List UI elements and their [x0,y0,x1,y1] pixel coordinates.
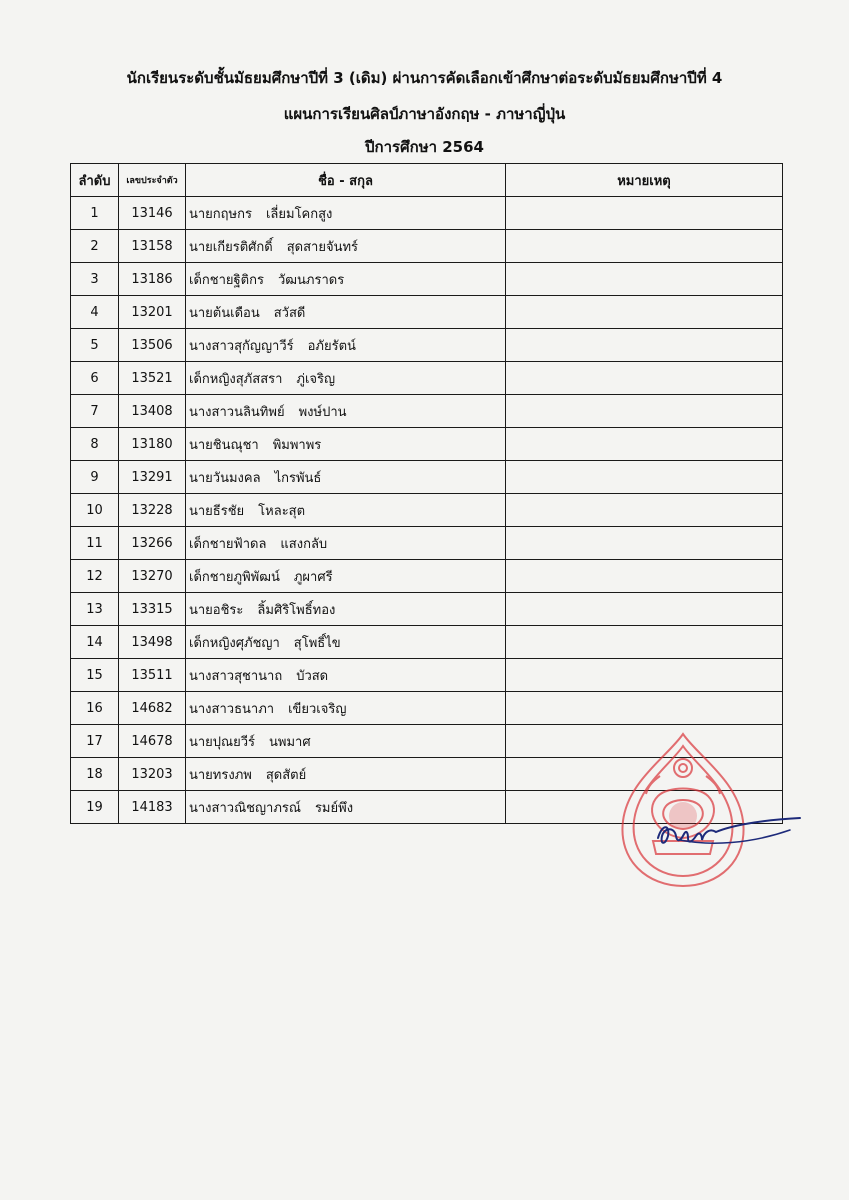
table-row [71,461,783,494]
row-note [506,395,783,428]
row-no: 1 [71,197,119,230]
first-name: เด็กชายฟ้าดล [189,536,267,552]
last-name: ลิ้มศิริโพธิ์ทอง [257,602,336,618]
row-student-id: 13266 [119,527,186,560]
table-row [71,593,783,626]
last-name: สวัสดี [273,305,306,321]
row-full-name [186,329,506,362]
row-no: 3 [71,263,119,296]
row-full-name [186,296,506,329]
first-name: นายอชิระ [189,602,244,618]
table-row [71,197,783,230]
row-note [506,593,783,626]
table-row [71,692,783,725]
row-note [506,329,783,362]
last-name: แสงกลับ [280,536,328,552]
row-student-id: 13506 [119,329,186,362]
row-note [506,296,783,329]
table-row [71,296,783,329]
first-name: นายกฤษกร [189,206,252,222]
row-no: 4 [71,296,119,329]
table-row [71,659,783,692]
table-row [71,527,783,560]
row-note [506,692,783,725]
row-full-name [186,758,506,791]
row-full-name [186,692,506,725]
header-note: หมายเหตุ [506,164,783,197]
row-note [506,494,783,527]
row-full-name [186,560,506,593]
signature [640,806,810,856]
last-name: สุดสัตย์ [265,767,307,783]
row-no: 9 [71,461,119,494]
table-header-row [71,164,783,197]
row-no: 5 [71,329,119,362]
first-name: นางสาวสุกัญญาวีร์ [189,338,294,354]
table-row [71,230,783,263]
row-student-id: 13315 [119,593,186,626]
row-no: 6 [71,362,119,395]
row-note [506,527,783,560]
row-student-id: 13158 [119,230,186,263]
row-note [506,197,783,230]
header-no: ลำดับ [71,164,119,197]
last-name: เขียวเจริญ [288,701,347,717]
first-name: นางสาวนลินทิพย์ [189,404,285,420]
row-no: 17 [71,725,119,758]
row-student-id: 13291 [119,461,186,494]
row-note [506,626,783,659]
row-no: 14 [71,626,119,659]
header-name: ชื่อ - สกุล [186,164,506,197]
table-row [71,494,783,527]
first-name: เด็กหญิงศุภัชญา [189,635,280,651]
header-id: เลขประจำตัว [119,164,186,197]
row-note [506,659,783,692]
first-name: นายวันมงคล [189,470,261,486]
row-student-id: 13521 [119,362,186,395]
row-full-name [186,725,506,758]
table-row [71,626,783,659]
first-name: นายปุณยวีร์ [189,734,256,750]
row-no: 2 [71,230,119,263]
last-name: บัวสด [296,668,329,684]
last-name: พิมพาพร [272,437,322,453]
row-note [506,428,783,461]
row-note [506,461,783,494]
row-note [506,263,783,296]
row-student-id: 14678 [119,725,186,758]
row-student-id: 13228 [119,494,186,527]
last-name: สุโพธิ์ไข [293,635,341,651]
table-row [71,329,783,362]
last-name: อภัยรัตน์ [307,338,356,354]
first-name: นายเกียรติศักดิ์ [189,239,273,255]
row-note [506,230,783,263]
row-full-name [186,527,506,560]
last-name: โหละสุต [258,503,306,519]
first-name: นางสาวธนาภา [189,701,275,717]
last-name: ภู่เจริญ [296,371,336,387]
row-no: 8 [71,428,119,461]
row-no: 18 [71,758,119,791]
row-no: 12 [71,560,119,593]
first-name: นางสาวณิชญาภรณ์ [189,800,301,816]
last-name: พงษ์ปาน [298,404,347,420]
row-student-id: 13408 [119,395,186,428]
row-student-id: 13180 [119,428,186,461]
last-name: สุดสายจันทร์ [286,239,359,255]
row-full-name [186,428,506,461]
row-no: 7 [71,395,119,428]
row-student-id: 13511 [119,659,186,692]
row-note [506,560,783,593]
row-student-id: 13201 [119,296,186,329]
row-student-id: 13498 [119,626,186,659]
row-full-name [186,593,506,626]
last-name: วัฒนภราดร [277,272,345,288]
document-subtitle: แผนการเรียนศิลป์ภาษาอังกฤษ - ภาษาญี่ปุ่น [283,105,566,123]
first-name: นางสาวสุชานาถ [189,668,283,684]
table-row [71,395,783,428]
last-name: ภูผาศรี [293,569,333,585]
row-no: 11 [71,527,119,560]
row-full-name [186,626,506,659]
row-full-name [186,362,506,395]
row-note [506,362,783,395]
row-student-id: 14682 [119,692,186,725]
row-no: 19 [71,791,119,824]
table-row [71,263,783,296]
row-student-id: 13186 [119,263,186,296]
row-no: 16 [71,692,119,725]
row-full-name [186,494,506,527]
row-no: 13 [71,593,119,626]
row-full-name [186,659,506,692]
first-name: นายทรงภพ [189,767,252,783]
row-full-name [186,230,506,263]
row-full-name [186,263,506,296]
row-no: 15 [71,659,119,692]
row-student-id: 13203 [119,758,186,791]
first-name: นายต้นเดือน [189,305,260,321]
table-row [71,560,783,593]
table-row [71,362,783,395]
row-full-name [186,197,506,230]
row-student-id: 13146 [119,197,186,230]
table-row [71,428,783,461]
last-name: นพมาศ [269,734,311,750]
student-list-table [70,163,783,824]
row-no: 10 [71,494,119,527]
last-name: รมย์พึง [314,800,354,816]
row-student-id: 13270 [119,560,186,593]
first-name: เด็กหญิงสุภัสสรา [189,371,283,387]
row-full-name [186,791,506,824]
document-title: นักเรียนระดับชั้นมัธยมศึกษาปีที่ 3 (เดิม) ผ่านการคัดเลือกเข้าศึกษาต่อระดับมัธยมศึกษาปีที่ 4 [126,69,723,87]
last-name: ไกรพันธ์ [274,470,322,486]
row-full-name [186,395,506,428]
row-student-id: 14183 [119,791,186,824]
first-name: นายธีรชัย [189,503,245,519]
first-name: เด็กชายฐิติกร [189,272,264,288]
last-name: เลี่ยมโคกสูง [265,206,333,222]
first-name: เด็กชายภูพิพัฒน์ [189,569,280,585]
row-full-name [186,461,506,494]
academic-year: ปีการศึกษา 2564 [365,138,484,156]
first-name: นายชินณุชา [189,437,259,453]
